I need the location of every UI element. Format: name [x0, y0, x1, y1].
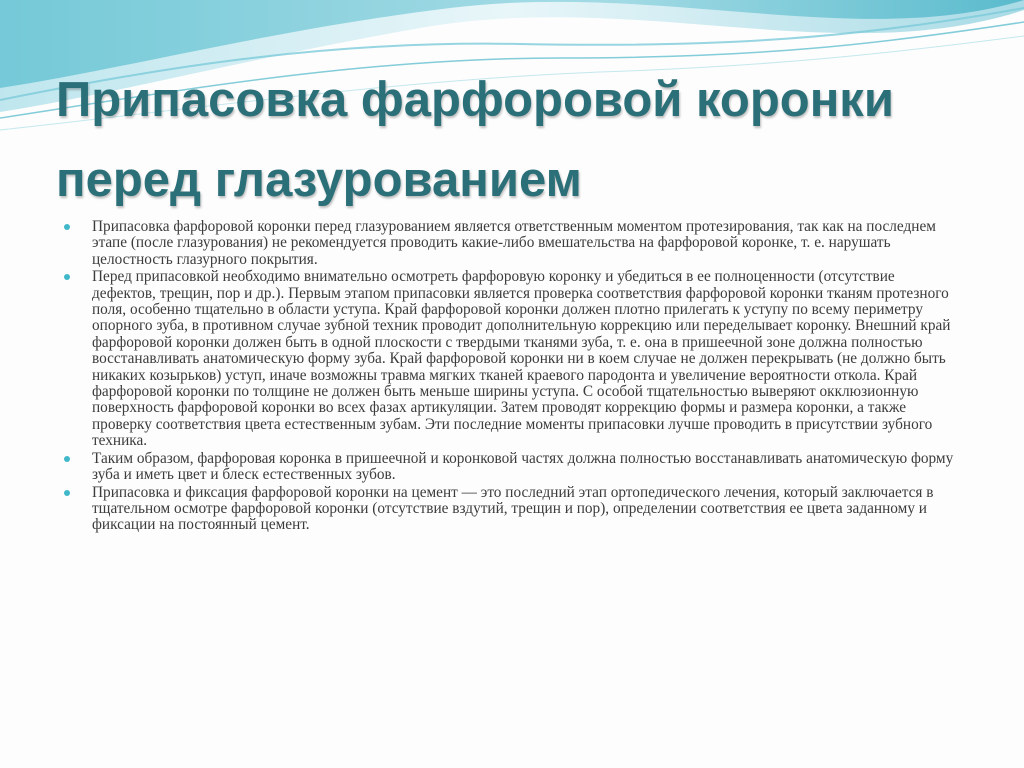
bullet-dot-icon [64, 274, 70, 280]
bullet-item [64, 219, 959, 268]
bullet-text: Припасовка фарфоровой коронки перед глазурованием является ответственным моментом протезирования, так как на последнем этапе (после глазурования) не рекомендуется проводить какие-либо вмешательства на фарфоровой коронке, т. е. нарушать целостность глазурного покрытия. [92, 218, 936, 268]
bullet-text: Перед припасовкой необходимо внимательно осмотреть фарфоровую коронку и убедиться в ее полноценности (отсутствие дефектов, трещин, пор и др.). Первым этапом припасовки является проверка соответствия фарфоровой коронки тканям протезного поля, особенно тщательно в области уступа. Край фарфоровой коронки должен плотно прилегать к уступу по всему периметру опорного зуба, в противном случае зубной техник проводит дополнительную коррекцию или переделывает коронку. Внешний край фарфоровой коронки должен быть в одной плоскости с твердыми тканями зуба, т. е. она в пришеечной зоне должна полностью восстанавливать анатомическую форму зуба. Край фарфоровой коронки ни в коем случае не должен перекрывать (не должно быть никаких козырьков) уступ, иначе возможны травма мягких тканей краевого пародонта и увеличение вероятности откола. Край фарфоровой коронки по толщине не должен быть меньше ширины уступа. С особой тщательностью выверяют окклюзионную поверхность фарфоровой коронки во всех фазах артикуляции. Затем проводят коррекцию формы и размера коронки, а также проверку соответствия цвета естественным зубам. Эти последние моменты припасовки лучше проводить в присутствии зубного техника. [92, 268, 951, 450]
bullet-item [64, 485, 959, 534]
bullet-dot-icon [64, 456, 70, 462]
bullet-dot-icon [64, 224, 70, 230]
slide-title: Припасовка фарфоровой коронки перед глазурованием [56, 73, 894, 207]
bullet-list [64, 219, 959, 535]
bullet-item [64, 269, 959, 449]
bullet-item [64, 451, 959, 484]
bullet-dot-icon [64, 490, 70, 496]
bullet-text: Припасовка и фиксация фарфоровой коронки на цемент — это последний этап ортопедического лечения, который заключается в тщательном осмотре фарфоровой коронки (отсутствие вздутий, трещин и пор), определении соответствия ее цвета заданному и фиксации на постоянный цемент. [92, 483, 934, 534]
bullet-text: Таким образом, фарфоровая коронка в пришеечной и коронковой частях должна полностью восстанавливать анатомическую форму зуба и иметь цвет и блеск естественных зубов. [92, 449, 954, 484]
